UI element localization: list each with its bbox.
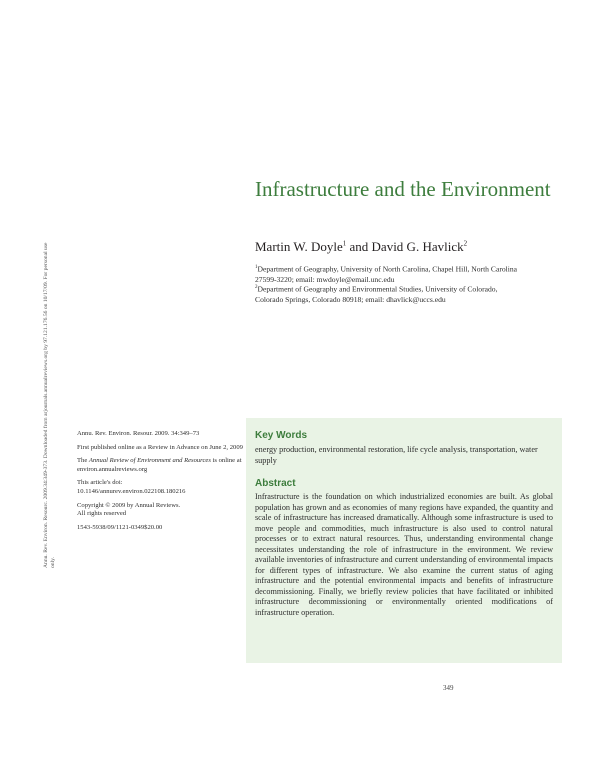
online-notice-prefix: The	[77, 457, 89, 465]
first-published: First published online as a Review in Advance on June 2, 2009	[77, 443, 243, 451]
download-notice	[42, 234, 58, 568]
online-notice-suffix: is online at environ.annualreviews.org	[77, 457, 242, 473]
keywords-abstract-panel	[246, 418, 562, 663]
download-notice-text: Annu. Rev. Environ. Resourc. 2009.34:349-373. Downloaded from arjournals.annualreviews.org by 97.121.176.56 on 10/17/09. For personal use only.	[43, 242, 56, 568]
issn: 1543-5938/09/1121-0349$20.00	[77, 523, 163, 531]
abstract-heading: Abstract	[255, 478, 296, 489]
abstract-text: Infrastructure is the foundation on which industrialized economies are built. As global population has grown and as economies of many regions have expanded, the quantity and scale of infrastructure has increased dramatically. Although some infrastructure is used to move people and commodities, much infrastructure is also used to control natural processes or to extract natural resources. Thus, understanding environmental change necessitates understanding the role of infrastructure in the environment. We review available inventories of infrastructure and current understanding of environmental impacts for different types of infrastructure. We also examine the current status of aging infrastructure and the potential environmental impacts and benefits of infrastructure decommissioning. Finally, we briefly review policies that have facilitated or inhibited infrastructure decommissioning or environmentally oriented modifications of infrastructure operation.	[255, 492, 553, 618]
citation: Annu. Rev. Environ. Resour. 2009. 34:349–73	[77, 430, 200, 437]
affiliation-text: Department of Geography and Environmental Studies, University of Colorado, Colorado Springs, Colorado 80918; email: dhavlick@uccs.edu	[255, 284, 498, 305]
affiliation-marker: 1	[255, 265, 258, 270]
author-name: Martin W. Doyle	[255, 239, 343, 254]
article-title: Infrastructure and the Environment	[255, 177, 551, 201]
copyright: Copyright © 2009 by Annual Reviews.	[77, 501, 181, 509]
doi-value: 10.1146/annurev.environ.022108.180216	[77, 487, 186, 495]
affiliation-marker: 2	[255, 285, 258, 290]
page-number: 349	[443, 684, 454, 692]
author-name: David G. Havlick	[371, 239, 464, 254]
online-notice	[77, 457, 247, 474]
copyright-block	[77, 502, 247, 519]
affiliation-marker: 2	[463, 239, 468, 248]
author-conjunction: and	[346, 239, 372, 254]
affiliation-text: Department of Geography, University of North Carolina, Chapel Hill, North Carolina 27599-3220; email: mwdoyle@email.unc.edu	[255, 264, 518, 285]
publication-metadata	[77, 430, 247, 537]
rights: All rights reserved	[77, 510, 127, 518]
doi-block	[77, 479, 247, 496]
affiliation-marker: 1	[342, 239, 347, 248]
affiliation	[255, 283, 520, 306]
keywords-text: energy production, environmental restoration, life cycle analysis, transportation, water supply	[255, 445, 538, 465]
doi-label: This article's doi:	[77, 479, 123, 487]
keywords-heading: Key Words	[255, 430, 308, 441]
author-line	[255, 239, 467, 255]
journal-name: Annual Review of Environment and Resources	[88, 457, 211, 465]
